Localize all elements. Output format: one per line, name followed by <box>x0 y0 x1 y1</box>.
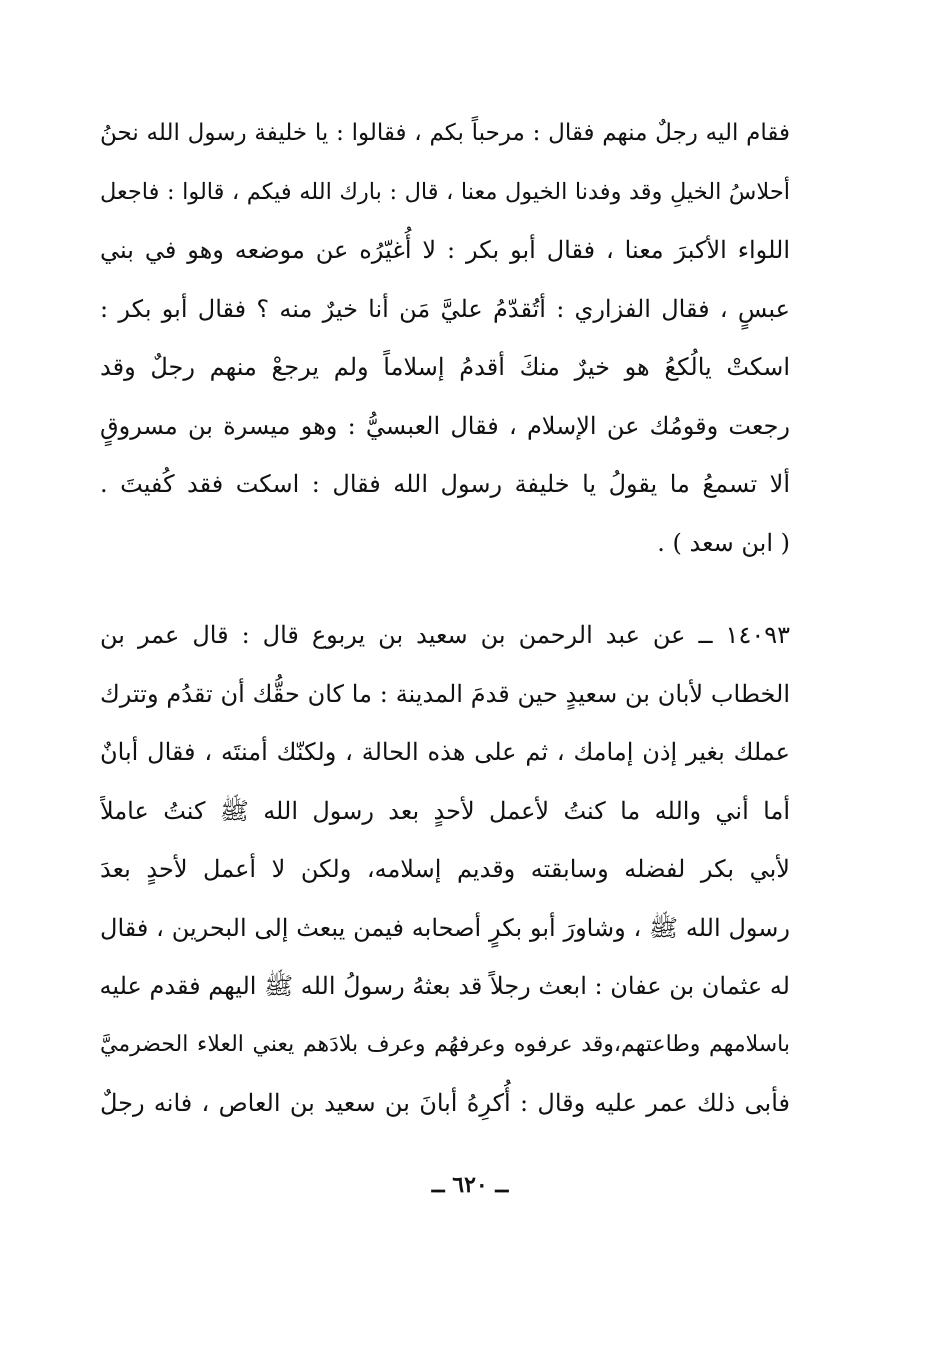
paragraph-abu-bakr-fazari <box>100 104 790 572</box>
page-number: ــ ٦٢٠ ــ <box>431 1172 509 1198</box>
text-line: عبسٍ ، فقال الفزاري : أتُقدّمُ عليَّ مَن أنا خيرٌ منه ؟ فقال أبو بكر : <box>100 294 790 323</box>
text-line: الخطاب لأبان بن سعيدٍ حين قدمَ المدينة : ما كان حقُّك أن تقدُم وتترك <box>100 679 790 708</box>
text-line: اللواء الأكبرَ معنا ، فقال أبو بكر : لا أُغيّرُه عن موضعه وهو في بني <box>100 236 790 264</box>
text-line: ألا تسمعُ ما يقولُ يا خليفة رسول الله فقال : اسكت فقد كُفيتَ . <box>100 470 790 498</box>
text-line: فقام اليه رجلٌ منهم فقال : مرحباً بكم ، فقالوا : يا خليفة رسول الله نحنُ <box>100 120 790 146</box>
text-line: عملك بغير إذن إمامك ، ثم على هذه الحالة ، ولكنّك أمنتَه ، فقال أبانٌ <box>100 738 790 766</box>
source-citation: ( ابن سعد ) . <box>657 528 790 557</box>
text-line: باسلامهم وطاعتهم،وقد عرفوه وعرفهُم وعرف بلادَهم يعني العلاء الحضرميَّ <box>100 1031 790 1057</box>
text-line: لأبي بكر لفضله وسابقته وقديم إسلامه، ولكن لا أعمل لأحدٍ بعدَ <box>100 855 790 883</box>
text-line: فأبى ذلك عمر عليه وقال : أُكرِهُ أبانَ بن سعيد بن العاص ، فانه رجلٌ <box>100 1089 790 1117</box>
text-line: رسول الله ﷺ ، وشاورَ أبو بكرٍ أصحابه فيمن يبعث إلى البحرين ، فقال <box>100 913 790 942</box>
text-line: أحلاسُ الخيلِ وقد وفدنا الخيول معنا ، قال : بارك الله فيكم ، قالوا : فاجعل <box>100 178 790 205</box>
text-line: أما أني والله ما كنتُ لأعمل لأحدٍ بعد رسول الله ﷺ كنتُ عاملاً <box>100 796 790 825</box>
text-line: له عثمان بن عفان : ابعث رجلاً قد بعثهُ رسولُ الله ﷺ اليهم فقدم عليه <box>100 972 790 1000</box>
text-line: رجعت وقومُك عن الإسلام ، فقال العبسيُّ : وهو ميسرة بن مسروقٍ <box>100 411 790 440</box>
paragraph-hadith-14093 <box>100 606 790 1133</box>
hadith-heading-line: ١٤٠٩٣ ــ عن عبد الرحمن بن سعيد بن يربوع قال : قال عمر بن <box>100 621 790 649</box>
text-line: اسكتْ يالُكعُ هو خيرٌ منكَ أقدمُ إسلاماً ولم يرجعْ منهم رجلٌ وقد <box>100 353 790 381</box>
